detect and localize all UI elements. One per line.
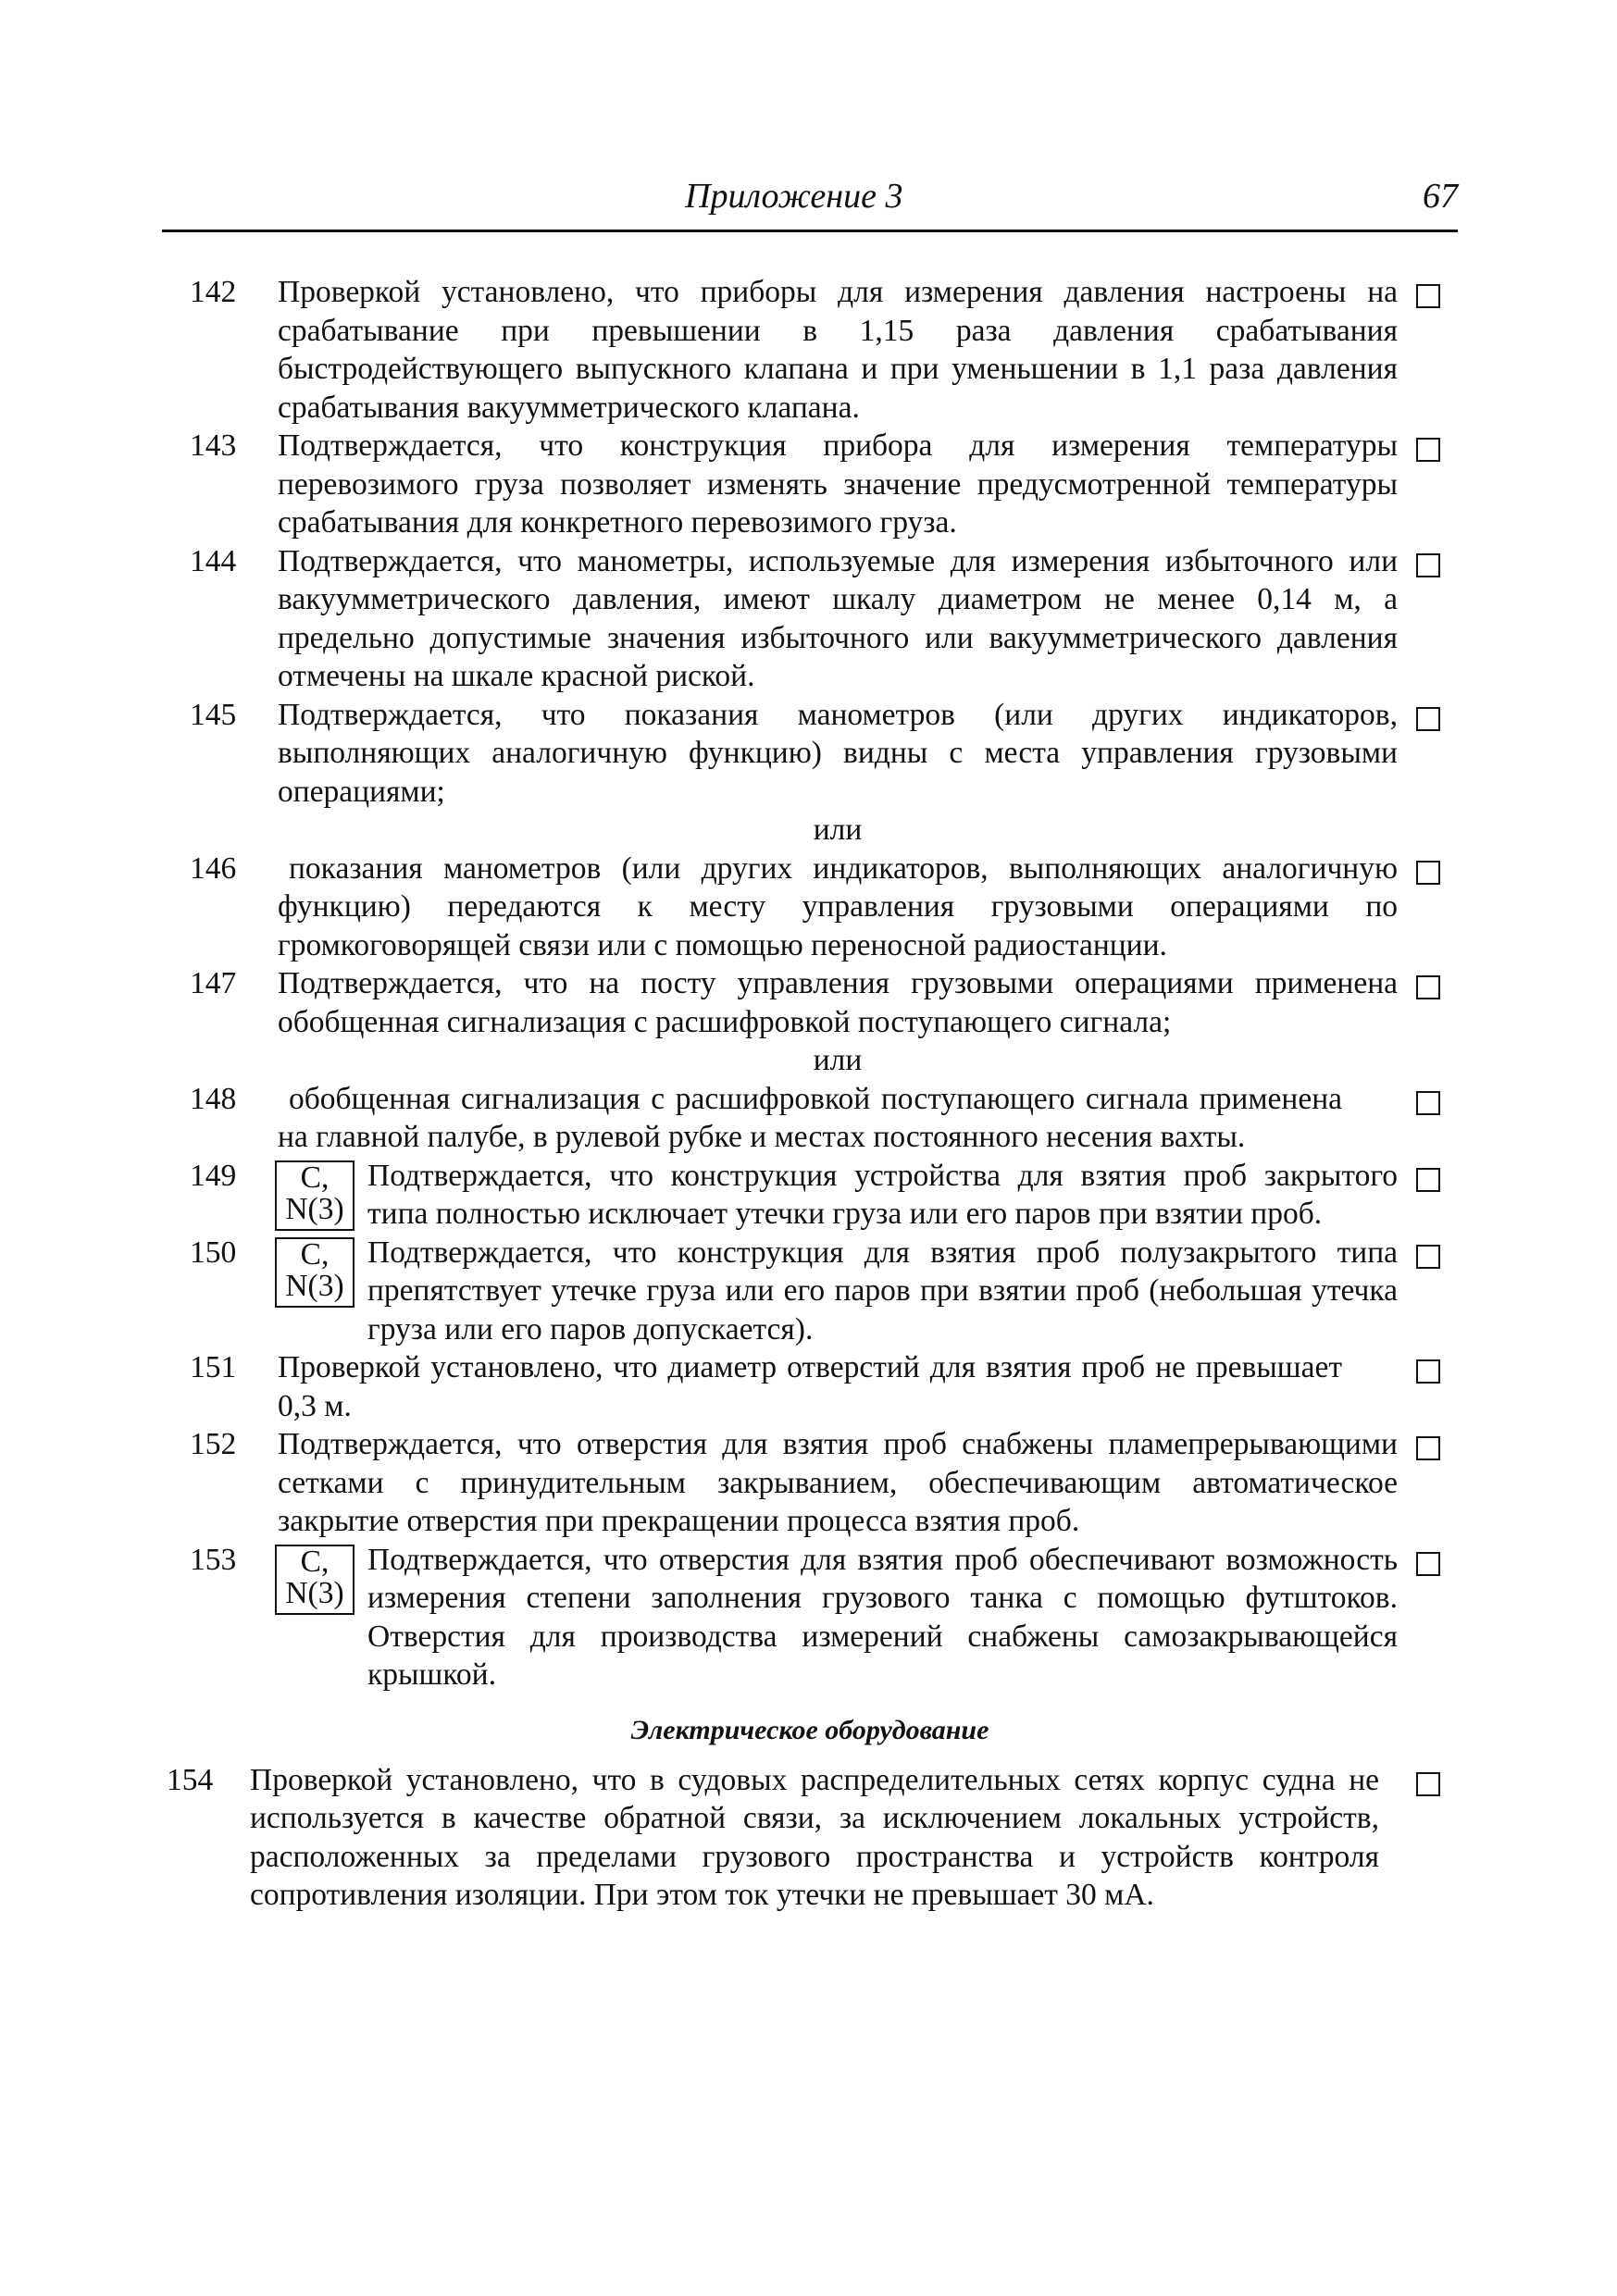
checklist-item-151 [162, 1348, 1458, 1425]
item-number: 148 [190, 1081, 237, 1116]
class-code-line2: N(3) [285, 1191, 344, 1226]
item-text: Подтверждается, что отверстия для взятия проб снабжены пламепрерывающими сетками с принудительным закрыванием, обеспечивающим автоматическое закрытие отверстия при прекращении процесса взятия проб. [278, 1427, 1398, 1538]
checkbox[interactable] [1416, 553, 1440, 577]
or-separator: или [813, 1043, 863, 1077]
page-header [162, 174, 1458, 232]
checklist-item-153 [162, 1541, 1458, 1694]
item-body [275, 1234, 1398, 1349]
checklist-item-148 [162, 1080, 1458, 1157]
page-number: 67 [1423, 177, 1458, 216]
checkbox[interactable] [1416, 1245, 1440, 1269]
item-number: 154 [167, 1762, 214, 1797]
checklist-item-143 [162, 427, 1458, 542]
checkbox[interactable] [1416, 1359, 1440, 1384]
item-body [275, 1157, 1398, 1234]
or-separator: или [813, 813, 863, 847]
checkbox[interactable] [1416, 861, 1440, 885]
checkbox[interactable] [1416, 1091, 1440, 1115]
item-text: Подтверждается, что показания манометров (или других индикаторов, выполняющих аналогичную функцию) видны с места управления грузовыми операциями; [278, 697, 1398, 809]
item-text: Подтверждается, что конструкция для взятия проб полузакрытого типа препятствует утечке груза или его паров при взятии проб (небольшая утечка груза или его паров допускается). [367, 1235, 1398, 1347]
item-text: Подтверждается, что отверстия для взятия проб обеспечивают возможность измерения степени заполнения грузового танка с помощью футштоков. Отверстия для производства измерений снабжены самозакрывающейся крышкой. [367, 1542, 1398, 1692]
checkbox[interactable] [1416, 284, 1440, 308]
item-text: обобщенная сигнализация с расшифровкой поступающего сигнала применена на главной палубе, в рулевой рубке и местах постоянного несения вахты. [278, 1081, 1342, 1154]
checklist [162, 273, 1458, 1915]
class-code-line1: C, [300, 1160, 330, 1195]
item-text: Подтверждается, что манометры, используемые для измерения избыточного или вакуумметрического давления, имеют шкалу диаметром не менее 0,14 м, а предельно допустимые значения избыточного или вакуумметрического давления отмечены на шкале красной риской. [278, 543, 1398, 693]
item-number: 150 [190, 1235, 237, 1270]
checkbox[interactable] [1416, 438, 1440, 462]
item-number: 142 [190, 275, 237, 309]
item-text: Подтверждается, что на посту управления грузовыми операциями применена обобщенная сигнализация с расшифровкой поступающего сигнала; [278, 966, 1398, 1039]
item-number: 145 [190, 697, 237, 732]
class-code-line1: C, [300, 1544, 330, 1579]
item-row [275, 1234, 1398, 1349]
item-text: Проверкой установлено, что приборы для измерения давления настроены на срабатывание при превышении в 1,15 раза давления срабатывания быстродействующего выпускного клапана и при уменьшении в 1,1 раза давления срабатывания вакуумметрического клапана. [278, 275, 1398, 425]
item-number: 143 [190, 428, 237, 463]
checklist-item-145 [162, 696, 1458, 812]
item-number: 146 [190, 850, 237, 886]
checklist-item-144 [162, 542, 1458, 696]
item-number: 149 [190, 1158, 237, 1193]
class-code-box [275, 1160, 354, 1231]
checklist-item-142 [162, 273, 1458, 427]
checklist-item-146 [162, 850, 1458, 965]
checklist-item-152 [162, 1425, 1458, 1541]
checkbox[interactable] [1416, 707, 1440, 731]
checklist-item-154 [162, 1761, 1458, 1915]
checklist-item-149 [162, 1157, 1458, 1234]
checkbox[interactable] [1416, 975, 1440, 999]
section-title: Электрическое оборудование [630, 1714, 989, 1745]
class-code-box [275, 1545, 354, 1615]
item-row [275, 1541, 1398, 1694]
item-number: 147 [190, 966, 237, 1000]
item-number: 152 [190, 1427, 237, 1461]
class-code-line2: N(3) [285, 1268, 344, 1303]
checkbox[interactable] [1416, 1436, 1440, 1460]
item-text: показания манометров (или других индикаторов, выполняющих аналогичную функцию) передаются к месту управления грузовыми операциями по громкоговорящей связи или с помощью переносной радиостанции. [278, 850, 1398, 962]
checkbox[interactable] [1416, 1552, 1440, 1576]
item-text: Проверкой установлено, что в судовых распределительных сетях корпус судна не используется в качестве обратной связи, за исключением локальных устройств, расположенных за пределами грузового пространства и устройств контроля сопротивления изоляции. При этом ток утечки не превышает 30 мА. [250, 1762, 1379, 1912]
item-number: 153 [190, 1542, 237, 1577]
item-body [275, 1541, 1398, 1694]
item-text: Подтверждается, что конструкция прибора для измерения температуры перевозимого груза позволяет изменять значение предусмотренной температуры срабатывания для конкретного перевозимого груза. [278, 428, 1398, 540]
item-row [275, 1157, 1398, 1234]
class-code-line2: N(3) [285, 1575, 344, 1610]
item-number: 151 [190, 1350, 237, 1384]
item-number: 144 [190, 543, 237, 578]
checklist-item-150 [162, 1234, 1458, 1349]
class-code-line1: C, [300, 1236, 330, 1272]
checkbox[interactable] [1416, 1168, 1440, 1192]
class-code-box [275, 1237, 354, 1308]
checkbox[interactable] [1416, 1772, 1440, 1796]
item-text: Проверкой установлено, что диаметр отверстий для взятия проб не превышает 0,3 м. [278, 1350, 1342, 1423]
checklist-item-147 [162, 964, 1458, 1041]
item-text: Подтверждается, что конструкция устройства для взятия проб закрытого типа полностью исключает утечки груза или его паров при взятии проб. [367, 1158, 1398, 1231]
header-title: Приложение 3 [685, 177, 903, 216]
